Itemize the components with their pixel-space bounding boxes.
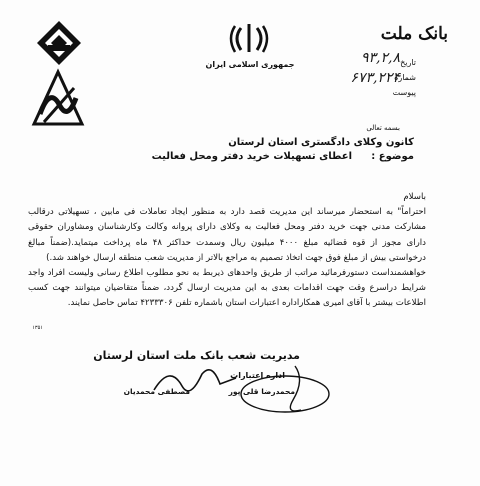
bank-name: بانک ملت	[380, 24, 448, 44]
bank-mellat-logo-icon	[36, 20, 82, 66]
letter-body	[28, 190, 426, 312]
signature-scribble-right-icon	[235, 360, 345, 420]
number-label: شماره	[394, 73, 416, 82]
mellat-emblem-logo-icon	[30, 68, 86, 128]
date-label: تاریخ	[400, 58, 416, 67]
subject: اعطای تسهیلات خرید دفتر ومحل فعالیت	[151, 151, 352, 162]
iran-emblem-icon	[229, 22, 269, 56]
bismillah: بسمه تعالی	[366, 124, 400, 132]
emblem-caption: جمهوری اسلامی ایران	[205, 60, 295, 69]
subject-label: موضوع :	[371, 151, 414, 162]
reference-number: ۱۳۵۱	[32, 325, 43, 331]
signature-office: اداره اعتبارات	[230, 371, 285, 380]
greeting: باسلام	[403, 192, 426, 202]
signer-right-name: محمدرضا قلی پور	[228, 387, 295, 396]
body-paragraph-1: احتراماً" به استحضار میرساند این مدیریت قصد دارد به منظور ایجاد تعاملات فی مابین ، تسهیلاتی درقالب مشارکت مدنی جهت خرید دفتر ومحل فعالیت به وکلای دارای پروانه وکالت وکارشناسان ومشاوران حقوقی دارای مجوز از قوه قضائیه مبلغ ۴۰۰۰ میلیون ریال وسمدت حداکثر ۴۸ ماه پرداخت میتماید.(ضمناً مبالغ درخواستی بیش از مبلغ فوق جهت اتخاذ تصمیم به مراجع بالاتر از مدیریت شعب منطقه ارسال خواهند شد.)	[28, 207, 426, 263]
signature-scribble-left-icon	[150, 360, 240, 406]
number-value: ۶۷۳,۲۲۴	[350, 70, 400, 86]
signer-left-name: مصطفی محمدیان	[123, 387, 190, 396]
recipient: کانون وکلای دادگستری استان لرستان	[228, 137, 414, 148]
body-paragraph-2: خواهشمنداست دستورفرمائید مراتب از طریق واحدهای ذیربط به نحو مطلوب اطلاع رسانی ولیست افراد واجد شرایط دراسرع وقت جهت اقدامات بعدی به این مدیریت ارسال گردد، ضمناً متقاضیان میتوانند جهت کسب اطلاعات بیشتر با آقای امیری همکاراداره اعتبارات استان باشماره تلفن ۴۲۳۳۳۰۶ تماس حاصل نمایند.	[28, 268, 426, 309]
attachment-label: پیوست	[392, 88, 416, 97]
date-value: ۹۳,۲,۸	[361, 50, 400, 66]
signature-title: مدیریت شعب بانک ملت استان لرستان	[93, 349, 300, 362]
